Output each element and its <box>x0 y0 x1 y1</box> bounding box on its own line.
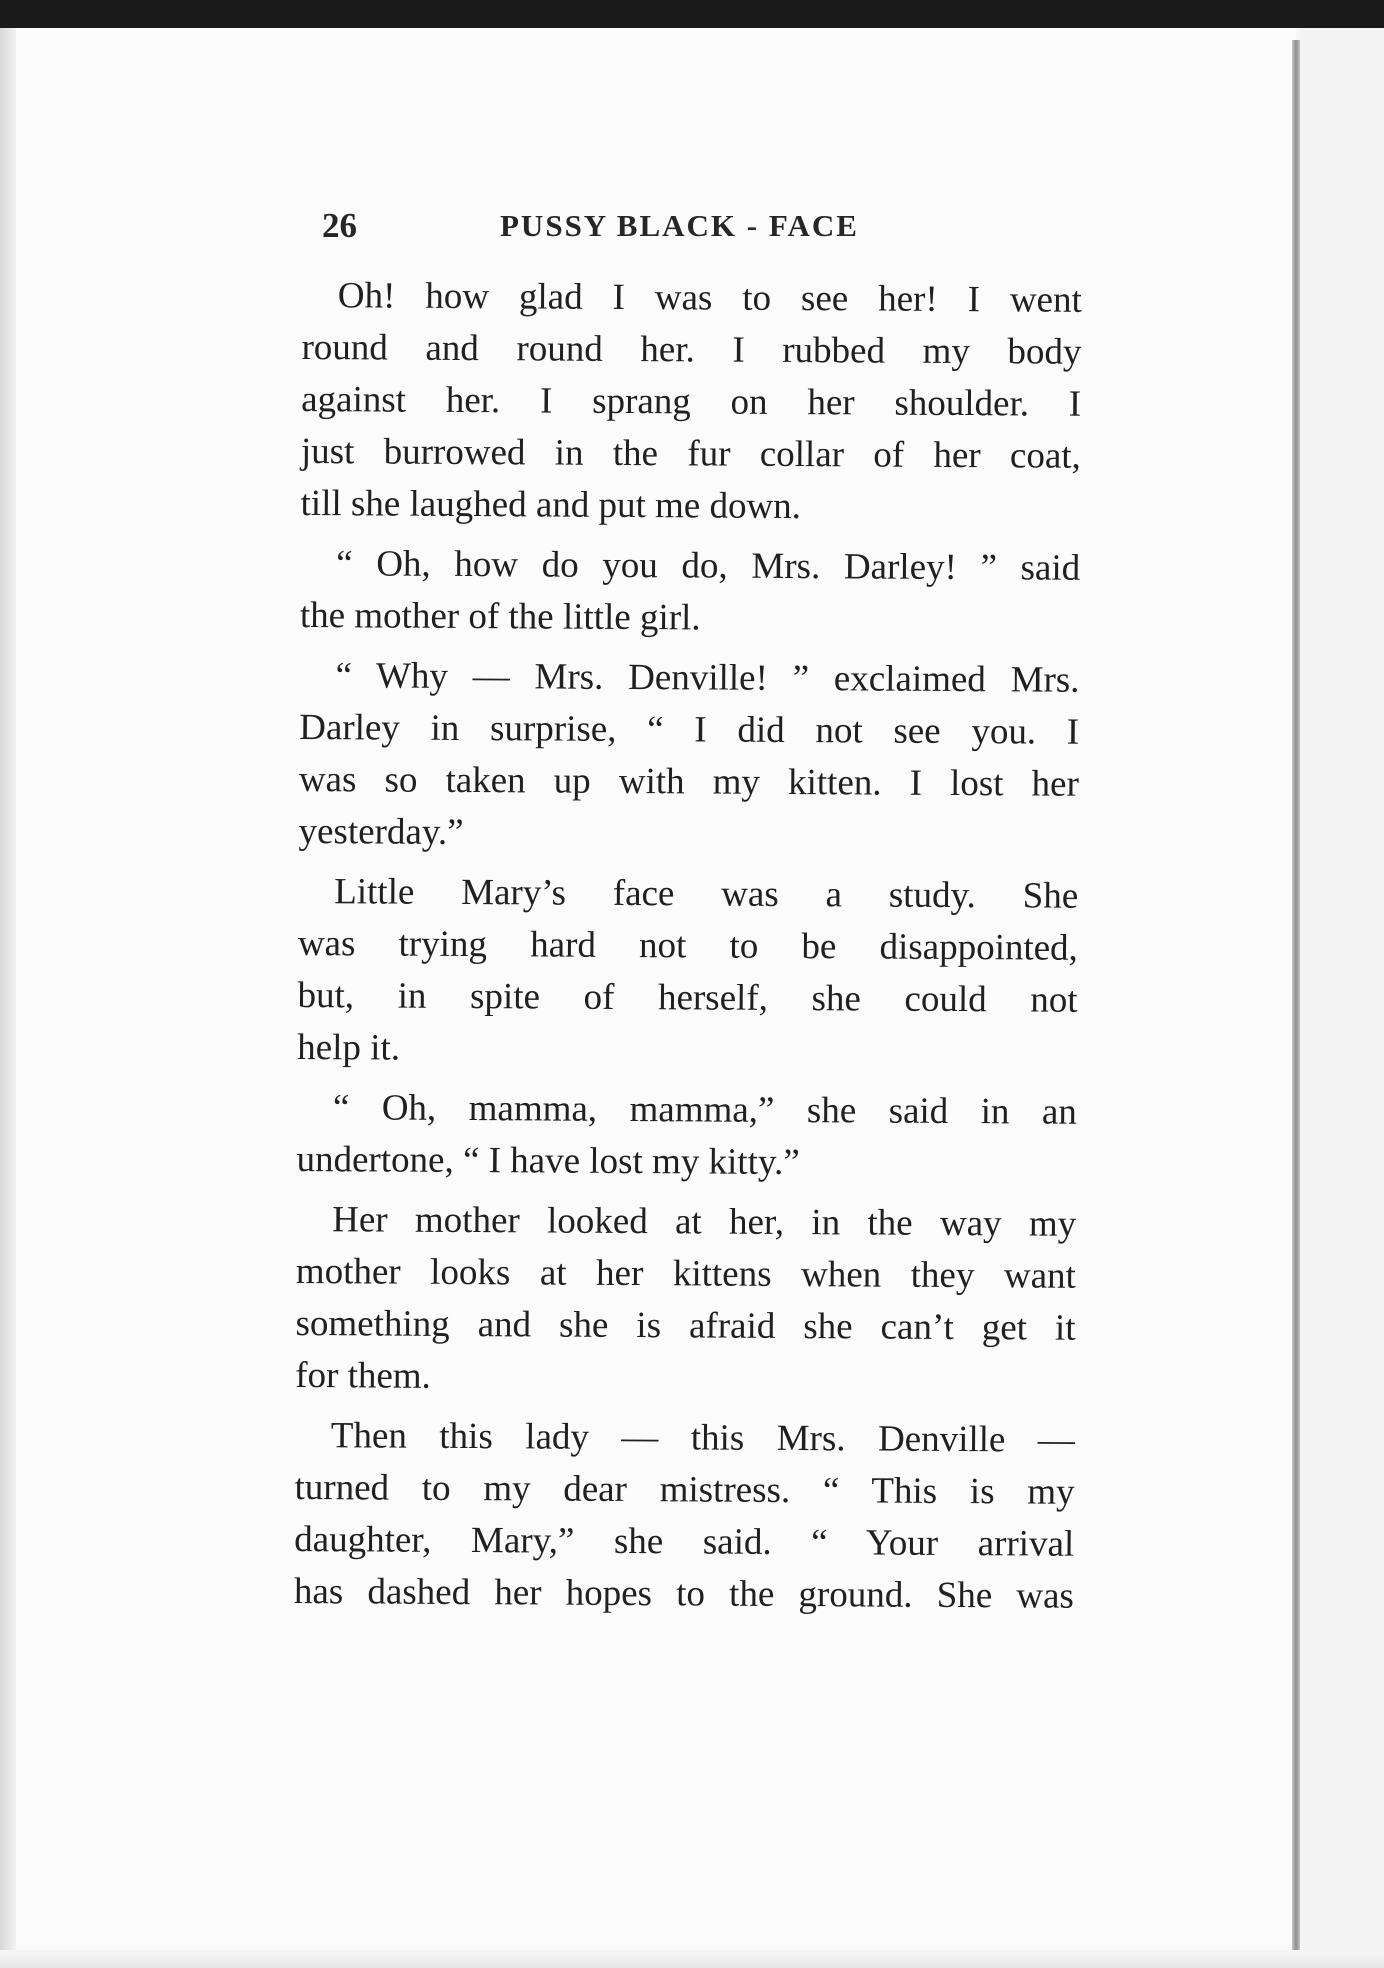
paragraph-4 <box>297 866 1078 1079</box>
running-head <box>322 206 922 256</box>
paragraph-5 <box>296 1082 1077 1191</box>
scan-top-border <box>0 0 1384 28</box>
text-line: has dashed her hopes to the ground. She was <box>293 1570 1075 1617</box>
text-line: was so taken up with my kitten. I lost her <box>298 758 1079 805</box>
text-line: for them. <box>295 1354 431 1397</box>
paragraph-3 <box>298 650 1079 863</box>
text-line: something and she is afraid she can’t get it <box>295 1302 1076 1349</box>
body-text <box>294 270 1082 1631</box>
text-line: “ Why — Mrs. Denville! ” exclaimed Mrs. <box>335 655 1080 701</box>
page-number: 26 <box>322 206 357 245</box>
text-line: daughter, Mary,” she said. “ Your arrival <box>294 1518 1075 1565</box>
text-line: Her mother looked at her, in the way my <box>332 1199 1077 1245</box>
text-line: turned to my dear mistress. “ This is my <box>294 1466 1075 1513</box>
text-line: yesterday.” <box>298 810 464 853</box>
text-line: Oh! how glad I was to see her! I went <box>337 275 1082 321</box>
text-line: round and round her. I rubbed my body <box>301 326 1082 373</box>
paragraph-2 <box>300 538 1081 647</box>
text-line: but, in spite of herself, she could not <box>297 974 1078 1021</box>
paragraph-6 <box>295 1194 1076 1407</box>
text-line: Then this lady — this Mrs. Denville — <box>330 1415 1075 1461</box>
text-line: against her. I sprang on her shoulder. I <box>301 378 1082 425</box>
scan-right-margin <box>1300 28 1384 1968</box>
text-line: “ Oh, how do you do, Mrs. Darley! ” said <box>336 543 1081 589</box>
text-line: just burrowed in the fur collar of her coat, <box>300 430 1082 477</box>
text-line: was trying hard not to be disappointed, <box>297 922 1078 969</box>
text-line: mother looks at her kittens when they want <box>295 1250 1076 1297</box>
text-line: help it. <box>297 1026 401 1069</box>
paragraph-1 <box>300 270 1082 535</box>
text-line: till she laughed and put me down. <box>300 482 802 528</box>
text-line: Little Mary’s face was a study. She <box>334 871 1079 917</box>
running-title: PUSSY BLACK - FACE <box>500 208 859 243</box>
scan-bottom-edge <box>0 1950 1384 1968</box>
text-line: undertone, “ I have lost my kitty.” <box>296 1138 800 1184</box>
text-line: Darley in surprise, “ I did not see you. I <box>299 706 1080 753</box>
text-line: the mother of the little girl. <box>299 594 701 639</box>
paragraph-7 <box>294 1410 1075 1623</box>
text-line: “ Oh, mamma, mamma,” she said in an <box>332 1087 1077 1133</box>
page-edge <box>1292 40 1300 1960</box>
